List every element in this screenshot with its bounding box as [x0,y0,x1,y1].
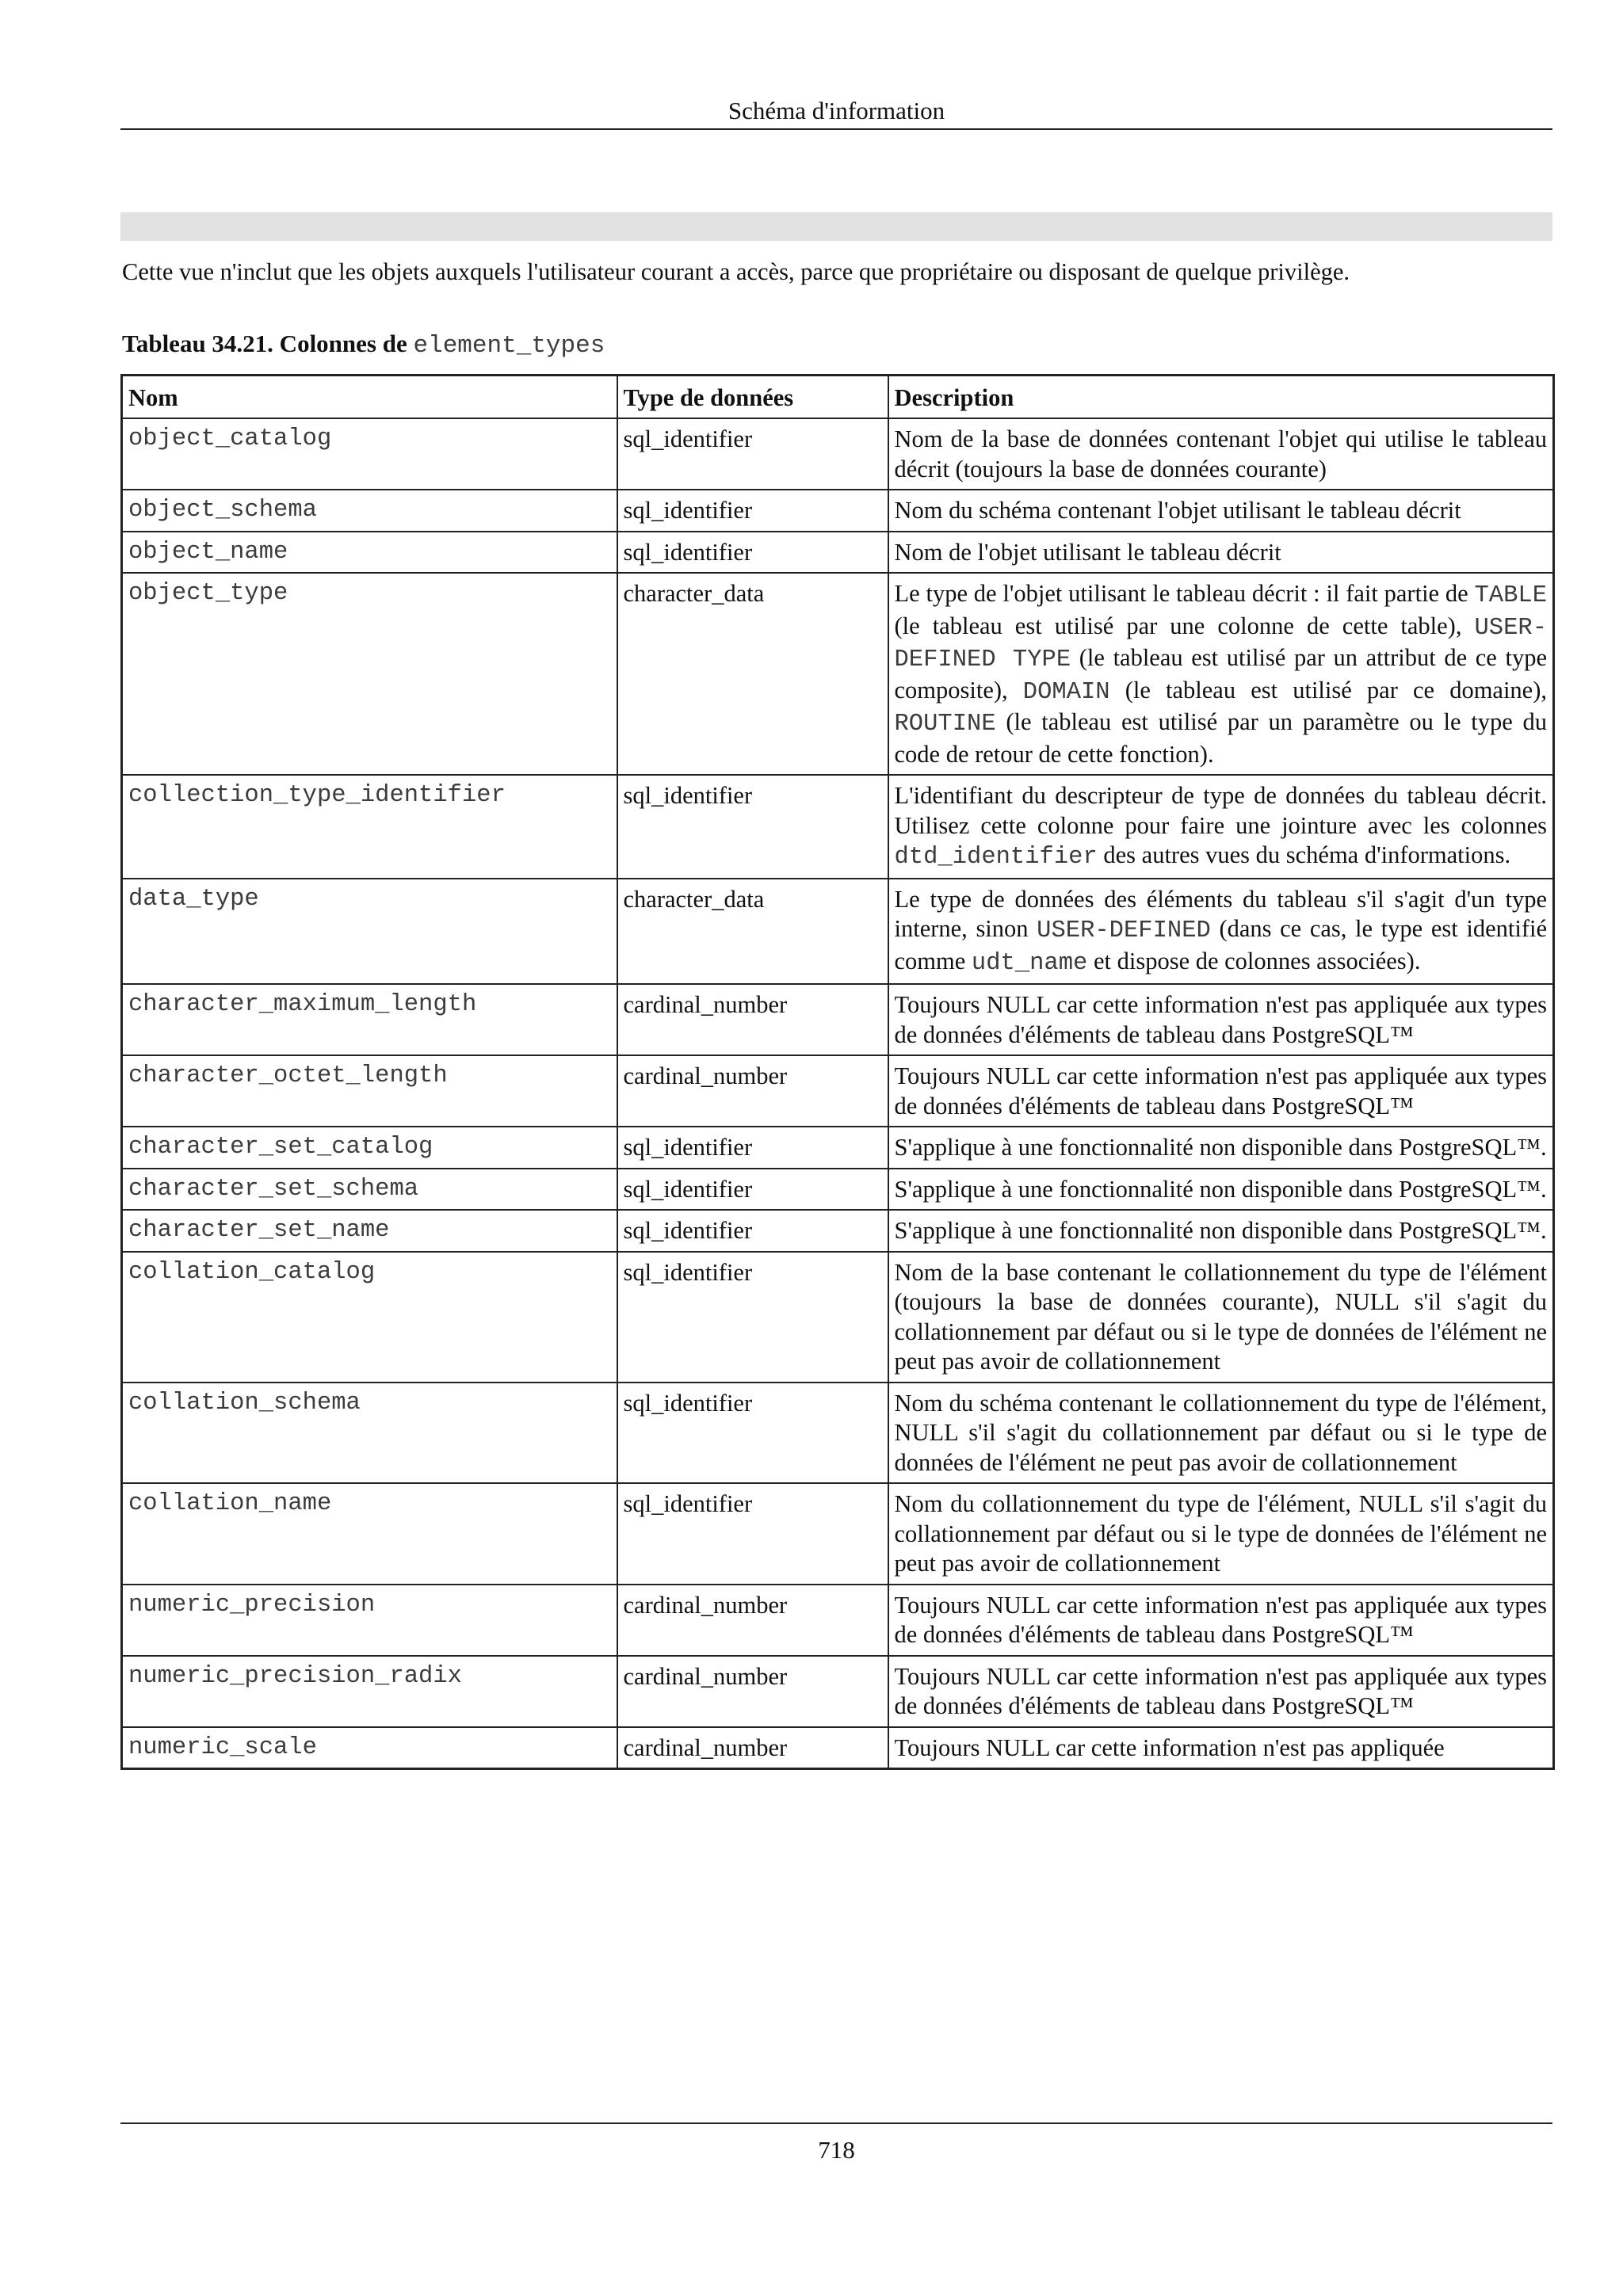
cell-column-name: collation_schema [122,1383,617,1484]
cell-data-type: sql_identifier [617,418,888,490]
cell-description [888,879,1554,985]
table-row [122,573,1554,775]
columns-table [120,374,1555,1770]
description-text: Nom de l'objet utilisant le tableau décrit [894,538,1281,566]
cell-column-name: object_schema [122,490,617,532]
page-number: 718 [818,2136,855,2164]
cell-description [888,532,1554,574]
intro-paragraph: Cette vue n'inclut que les objets auxquels l'utilisateur courant a accès, parce que propriétaire ou disposant de quelque privilège. [122,258,1350,285]
table-body [122,418,1554,1769]
table-row [122,1252,1554,1383]
table-row [122,1055,1554,1127]
cell-data-type: sql_identifier [617,1383,888,1484]
cell-description [888,1727,1554,1769]
table-row [122,1127,1554,1169]
table-row [122,775,1554,879]
cell-description [888,1252,1554,1383]
cell-description [888,1055,1554,1127]
header-cell-description: Description [888,376,1554,419]
section-divider-band [120,212,1552,241]
cell-column-name: numeric_precision [122,1585,617,1656]
description-text: S'applique à une fonctionnalité non disponible dans PostgreSQL™. [894,1217,1547,1244]
running-footer [120,2122,1552,2175]
inline-code: TABLE [1474,582,1547,609]
table-row [122,532,1554,574]
header-cell-type: Type de données [617,376,888,419]
caption-code: element_types [413,332,605,360]
cell-data-type: cardinal_number [617,1585,888,1656]
table-caption [122,326,605,364]
table-row [122,1483,1554,1585]
cell-column-name: object_type [122,573,617,775]
description-text: L'identifiant du descripteur de type de données du tableau décrit. Utilisez cette colonne pour faire une jointure avec les colonnes [894,782,1547,839]
table-row [122,984,1554,1055]
cell-column-name: collation_catalog [122,1252,617,1383]
inline-code: USER-DEFINED TYPE [894,614,1547,673]
cell-description [888,1483,1554,1585]
table-row [122,1656,1554,1727]
inline-code: dtd_identifier [894,844,1098,871]
cell-data-type: cardinal_number [617,1055,888,1127]
inline-code: DOMAIN [1022,678,1110,706]
description-text: Toujours NULL car cette information n'est pas appliquée aux types de données d'éléments de tableau dans PostgreSQL™ [894,991,1547,1048]
description-text: Le type de données des éléments du tableau s'il s'agit d'un type interne, sinon [894,885,1547,942]
table-row [122,1585,1554,1656]
cell-description [888,775,1554,879]
table-header-row [122,376,1554,419]
cell-data-type: cardinal_number [617,1656,888,1727]
description-text: Nom du schéma contenant l'objet utilisant le tableau décrit [894,497,1461,524]
cell-column-name: collection_type_identifier [122,775,617,879]
cell-column-name: character_set_catalog [122,1127,617,1169]
description-text: (le tableau est utilisé par un attribut de ce type composite), [894,644,1547,704]
description-text: S'applique à une fonctionnalité non disponible dans PostgreSQL™. [894,1175,1547,1203]
cell-data-type: sql_identifier [617,775,888,879]
inline-code: udt_name [971,949,1088,977]
cell-description [888,418,1554,490]
description-text: (le tableau est utilisé par une colonne de cette table), [894,612,1475,639]
cell-data-type: sql_identifier [617,1252,888,1383]
cell-column-name: numeric_precision_radix [122,1656,617,1727]
cell-data-type: sql_identifier [617,1210,888,1252]
cell-column-name: character_maximum_length [122,984,617,1055]
table-row [122,418,1554,490]
cell-description [888,1656,1554,1727]
header-cell-name: Nom [122,376,617,419]
cell-data-type: cardinal_number [617,984,888,1055]
cell-data-type: character_data [617,879,888,985]
description-text: Toujours NULL car cette information n'est pas appliquée aux types de données d'éléments de tableau dans PostgreSQL™ [894,1062,1547,1119]
description-text: Nom du collationnement du type de l'élément, NULL s'il s'agit du collationnement par défaut ou si le type de données de l'élément ne peut pas avoir de collationnement [894,1490,1547,1577]
cell-column-name: object_catalog [122,418,617,490]
description-text: Toujours NULL car cette information n'est pas appliquée [894,1733,1445,1761]
cell-description [888,1127,1554,1169]
description-text: S'applique à une fonctionnalité non disponible dans PostgreSQL™. [894,1134,1547,1161]
description-text: Toujours NULL car cette information n'est pas appliquée aux types de données d'éléments de tableau dans PostgreSQL™ [894,1591,1547,1648]
cell-column-name: collation_name [122,1483,617,1585]
description-text: Nom de la base contenant le collationnement du type de l'élément (toujours la base de données courante), NULL s'il s'agit du collationnement par défaut ou si le type de données de l'élément ne peut pas avoir de collationnement [894,1258,1547,1375]
description-text: (dans ce cas, le type est identifié comme [894,915,1547,974]
cell-column-name: character_octet_length [122,1055,617,1127]
cell-description [888,1383,1554,1484]
header-title: Schéma d'information [727,97,945,124]
caption-label: Tableau 34.21. Colonnes de [122,330,414,357]
table-row [122,879,1554,985]
cell-description [888,573,1554,775]
cell-column-name: data_type [122,879,617,985]
inline-code: USER-DEFINED [1037,917,1211,944]
cell-description [888,1169,1554,1211]
running-header [120,93,1552,130]
description-text: (le tableau est utilisé par ce domaine), [1109,676,1547,704]
table-row [122,490,1554,532]
table-row [122,1383,1554,1484]
cell-column-name: character_set_name [122,1210,617,1252]
table-row [122,1727,1554,1769]
cell-data-type: cardinal_number [617,1727,888,1769]
cell-data-type: character_data [617,573,888,775]
cell-description [888,1585,1554,1656]
description-text: et dispose de colonnes associées). [1087,947,1421,974]
description-text: Toujours NULL car cette information n'est pas appliquée aux types de données d'éléments de tableau dans PostgreSQL™ [894,1662,1547,1719]
inline-code: ROUTINE [894,711,996,738]
cell-data-type: sql_identifier [617,1483,888,1585]
description-text: Le type de l'objet utilisant le tableau décrit : il fait partie de [894,580,1475,607]
cell-data-type: sql_identifier [617,532,888,574]
table-row [122,1169,1554,1211]
cell-data-type: sql_identifier [617,1169,888,1211]
cell-column-name: object_name [122,532,617,574]
cell-column-name: numeric_scale [122,1727,617,1769]
description-text: Nom de la base de données contenant l'objet qui utilise le tableau décrit (toujours la base de données courante) [894,425,1547,482]
cell-description [888,490,1554,532]
cell-data-type: sql_identifier [617,1127,888,1169]
description-text: des autres vues du schéma d'informations. [1097,841,1511,868]
cell-data-type: sql_identifier [617,490,888,532]
cell-description [888,984,1554,1055]
description-text: (le tableau est utilisé par un paramètre ou le type du code de retour de cette fonction). [894,708,1547,768]
cell-description [888,1210,1554,1252]
cell-column-name: character_set_schema [122,1169,617,1211]
description-text: Nom du schéma contenant le collationnement du type de l'élément, NULL s'il s'agit du collationnement par défaut ou si le type de données de l'élément ne peut pas avoir de collationnement [894,1389,1547,1476]
table-row [122,1210,1554,1252]
